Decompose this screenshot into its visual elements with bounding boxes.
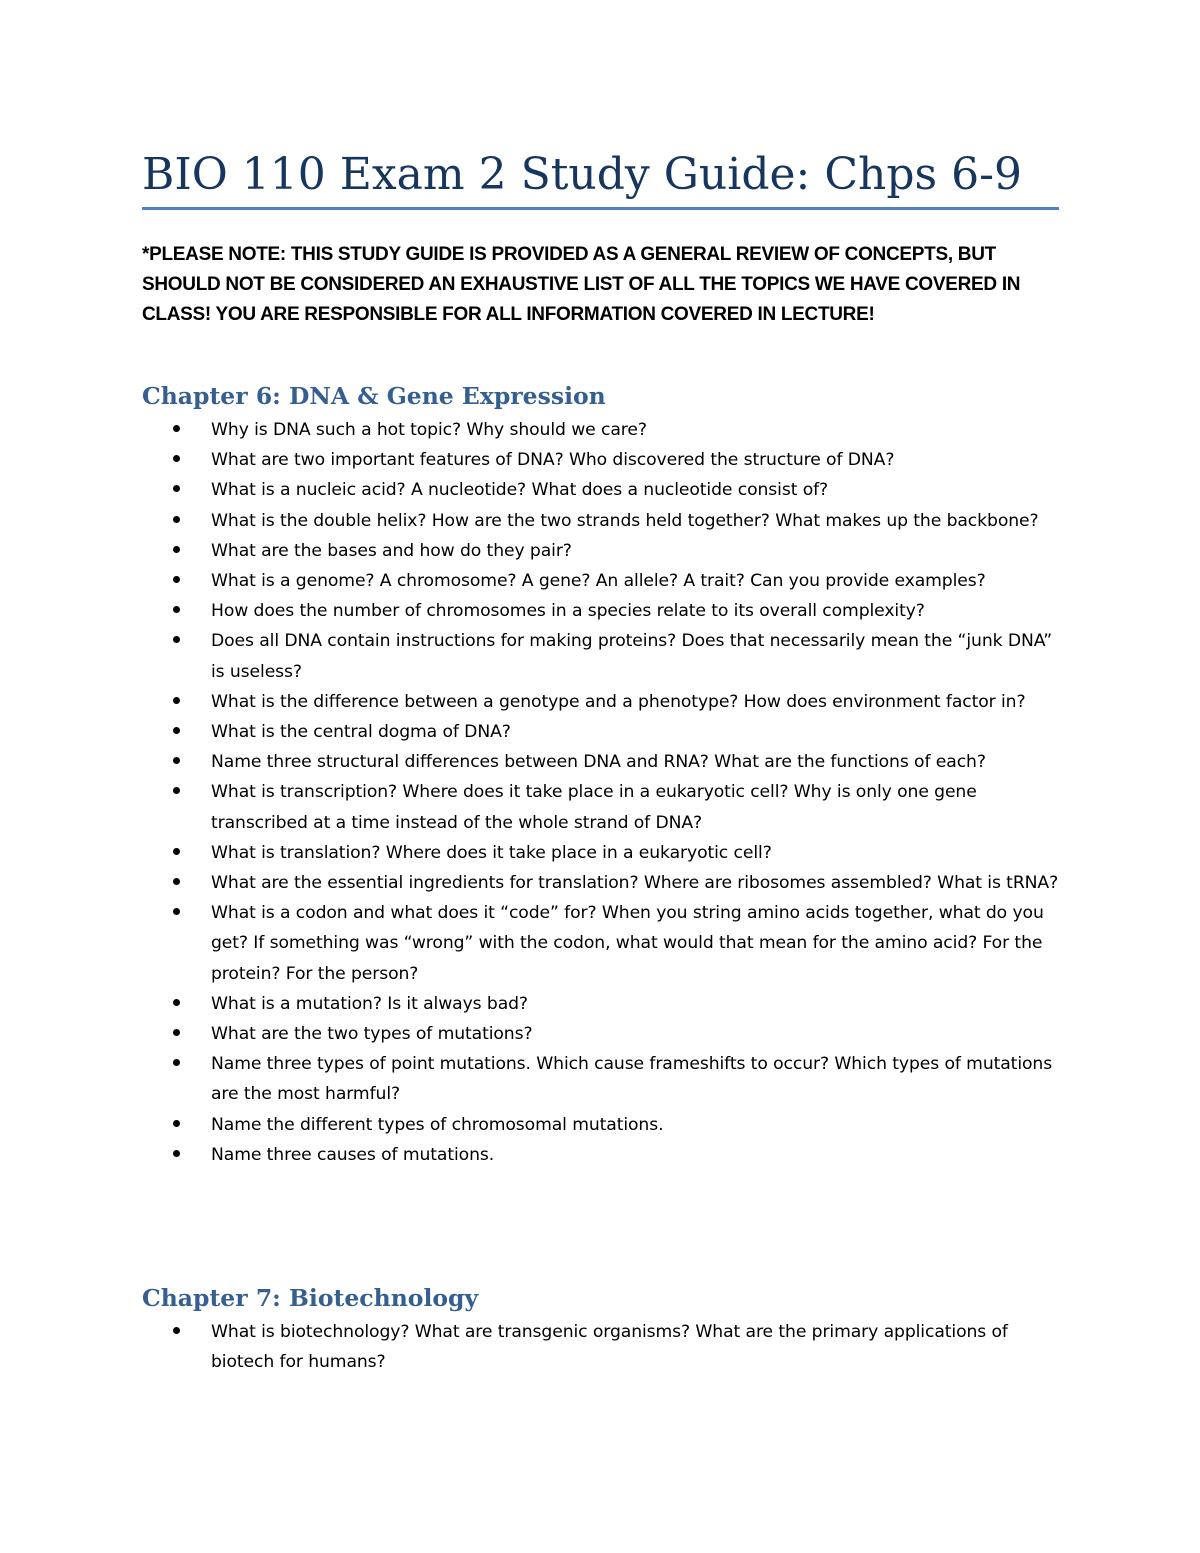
- question-text: What are the essential ingredients for translation? Where are ribosomes assembled? What is tRNA?: [211, 873, 1059, 894]
- chapter-heading: Chapter 6: DNA & Gene Expression: [142, 382, 606, 410]
- question-text: What is a nucleic acid? A nucleotide? What does a nucleotide consist of?: [211, 480, 829, 501]
- list-item: [142, 1019, 1060, 1049]
- list-item: [142, 687, 1060, 717]
- question-text: What is a mutation? Is it always bad?: [211, 993, 528, 1014]
- bullet-icon: [173, 546, 180, 553]
- list-item: [142, 506, 1060, 536]
- bullet-icon: [173, 485, 180, 492]
- list-item: [142, 1110, 1060, 1140]
- question-text: Does all DNA contain instructions for making proteins? Does that necessarily mean the “junk DNA” is useless?: [211, 631, 1053, 682]
- question-text: What is biotechnology? What are transgenic organisms? What are the primary applications of biotech for humans?: [211, 1322, 1008, 1373]
- list-item: [142, 415, 1060, 445]
- list-item: [142, 445, 1060, 475]
- title-underline: [142, 207, 1059, 210]
- study-guide-note: *PLEASE NOTE: THIS STUDY GUIDE IS PROVIDED AS A GENERAL REVIEW OF CONCEPTS, BUT SHOULD NOT BE CONSIDERED AN EXHAUSTIVE LIST OF ALL THE TOPICS WE HAVE COVERED IN CLASS! YOU ARE RESPONSIBLE FOR ALL INFORMATION COVERED IN LECTURE!: [142, 244, 1021, 325]
- question-text: How does the number of chromosomes in a species relate to its overall complexity?: [211, 601, 925, 622]
- list-item: [142, 475, 1060, 505]
- question-text: What is the difference between a genotype and a phenotype? How does environment factor in?: [211, 691, 1026, 712]
- bullet-icon: [173, 908, 180, 915]
- question-list: [142, 415, 1060, 1170]
- question-text: What is transcription? Where does it take place in a eukaryotic cell? Why is only one gene transcribed at a time instead of the whole strand of DNA?: [211, 782, 977, 833]
- list-item: [142, 989, 1060, 1019]
- document-title: BIO 110 Exam 2 Study Guide: Chps 6-9: [142, 149, 1022, 200]
- list-item: [142, 777, 1060, 837]
- list-item: [142, 1140, 1060, 1170]
- bullet-icon: [173, 1120, 180, 1127]
- bullet-icon: [173, 606, 180, 613]
- chapter-heading: Chapter 7: Biotechnology: [142, 1284, 479, 1312]
- list-item: [142, 1049, 1060, 1109]
- list-item: [142, 747, 1060, 777]
- list-item: [142, 1317, 1060, 1377]
- question-text: What are the bases and how do they pair?: [211, 540, 572, 561]
- question-list: [142, 1317, 1060, 1377]
- list-item: [142, 536, 1060, 566]
- question-text: What are two important features of DNA? Who discovered the structure of DNA?: [211, 450, 895, 471]
- bullet-icon: [173, 787, 180, 794]
- question-text: Name three causes of mutations.: [211, 1144, 495, 1165]
- bullet-icon: [173, 1150, 180, 1157]
- bullet-icon: [173, 878, 180, 885]
- document-page: [142, 0, 1060, 1553]
- chapter-7-section: [142, 1280, 1060, 1377]
- question-text: What is a genome? A chromosome? A gene? An allele? A trait? Can you provide examples?: [211, 571, 986, 592]
- list-item: [142, 868, 1060, 898]
- question-text: What is translation? Where does it take place in a eukaryotic cell?: [211, 842, 772, 863]
- question-text: What are the two types of mutations?: [211, 1024, 533, 1045]
- list-item: [142, 838, 1060, 868]
- question-text: What is the central dogma of DNA?: [211, 722, 511, 743]
- bullet-icon: [173, 848, 180, 855]
- question-text: Name three structural differences between DNA and RNA? What are the functions of each?: [211, 752, 986, 773]
- bullet-icon: [173, 727, 180, 734]
- bullet-icon: [173, 757, 180, 764]
- list-item: [142, 898, 1060, 989]
- question-text: Name the different types of chromosomal mutations.: [211, 1114, 664, 1135]
- question-text: Name three types of point mutations. Which cause frameshifts to occur? Which types of mutations are the most harmful?: [211, 1054, 1053, 1105]
- bullet-icon: [173, 516, 180, 523]
- bullet-icon: [173, 1059, 180, 1066]
- bullet-icon: [173, 576, 180, 583]
- list-item: [142, 626, 1060, 686]
- chapter-6-section: [142, 378, 1060, 1170]
- bullet-icon: [173, 697, 180, 704]
- question-text: What is a codon and what does it “code” for? When you string amino acids together, what do you get? If something was “wrong” with the codon, what would that mean for the amino acid? For the protein? For the person?: [211, 903, 1044, 984]
- list-item: [142, 717, 1060, 747]
- bullet-icon: [173, 425, 180, 432]
- bullet-icon: [173, 636, 180, 643]
- list-item: [142, 566, 1060, 596]
- bullet-icon: [173, 1327, 180, 1334]
- question-text: What is the double helix? How are the two strands held together? What makes up the backbone?: [211, 510, 1039, 531]
- bullet-icon: [173, 999, 180, 1006]
- bullet-icon: [173, 1029, 180, 1036]
- question-text: Why is DNA such a hot topic? Why should we care?: [211, 420, 647, 440]
- bullet-icon: [173, 455, 180, 462]
- list-item: [142, 596, 1060, 626]
